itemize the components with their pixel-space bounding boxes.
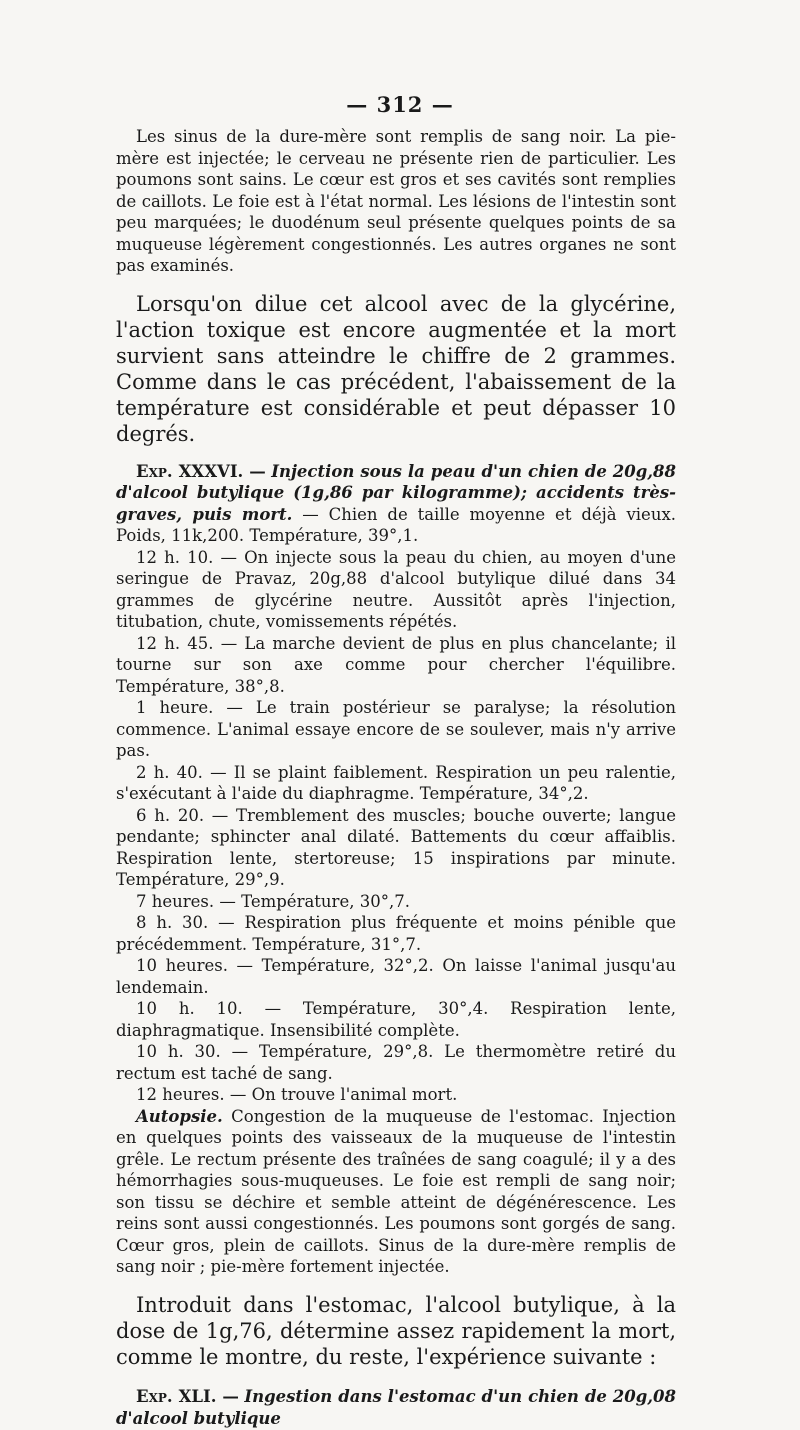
log-entry: 10 h. 30. — Température, 29°,8. Le thermomètre retiré du rectum est taché de sang. <box>116 1042 676 1083</box>
intro-paragraph-stomach: Introduit dans l'estomac, l'alcool butylique, à la dose de 1g,76, détermine assez rapidement la mort, comme le montre, du reste, l'expérience suivante : <box>116 1292 676 1369</box>
log-entry: 10 heures. — Température, 32°,2. On laisse l'animal jusqu'au lendemain. <box>116 956 676 997</box>
log-entry: 1 heure. — Le train postérieur se paralyse; la résolution commence. L'animal essaye encore de se soulever, mais n'y arrive pas. <box>116 698 676 760</box>
experiment-description: — Chien de taille moyenne et déjà vieux. Poids, 11k,200. Température, 39°,1. <box>116 504 676 545</box>
log-entry: 12 heures. — On trouve l'animal mort. <box>136 1085 458 1104</box>
log-entry: 2 h. 40. — Il se plaint faiblement. Respiration un peu ralentie, s'exécutant à l'aide du diaphragme. Température, 34°,2. <box>116 762 676 803</box>
log-entry: 10 h. 10. — Température, 30°,4. Respiration lente, diaphragmatique. Insensibilité complète. <box>116 999 676 1040</box>
experiment-log <box>116 547 676 1106</box>
log-entry: 12 h. 10. — On injecte sous la peau du chien, au moyen d'une seringue de Pravaz, 20g,88 d'alcool butylique dilué dans 34 grammes de glycérine neutre. Aussitôt après l'injection, titubation, chute, vomissements répétés. <box>116 547 676 631</box>
autopsy-paragraph <box>116 1106 676 1278</box>
experiment-title: Injection sous la peau d'un chien de 20g,88 d'alcool butylique (1g,86 par kilogramme); accidents très-graves, puis mort. <box>116 461 676 524</box>
experiment-heading <box>116 461 676 547</box>
autopsy-continuation-paragraph: Les sinus de la dure-mère sont remplis de sang noir. La pie-mère est injectée; le cerveau ne présente rien de particulier. Les poumons sont sains. Le cœur est gros et ses cavités sont remplies de caillots. Le foie est à l'état normal. Les lésions de l'intestin sont peu marquées; le duodénum seul présente quelques points de sa muqueuse légèrement congestionnés. Les autres organes ne sont pas examinés. <box>116 127 676 275</box>
autopsy-text: Congestion de la muqueuse de l'estomac. Injection en quelques points des vaisseaux de la muqueuse de l'intestin grêle. Le rectum présente des traînées de sang coagulé; il y a des hémorrhagies sous-muqueuses. Le foie est rempli de sang noir; son tissu se déchire et semble atteint de dégénérescence. Les reins sont aussi congestionnés. Les poumons sont gorgés de sang. Cœur gros, plein de caillots. Sinus de la dure-mère remplis de sang noir ; pie-mère fortement injectée. <box>116 1106 676 1276</box>
log-entry: 8 h. 30. — Respiration plus fréquente et moins pénible que précédemment. Température, 31°,7. <box>116 913 676 954</box>
next-experiment-title: Ingestion dans l'estomac d'un chien de 20g,08 d'alcool butylique <box>116 1386 677 1428</box>
next-experiment-label: Exp. XLI. — <box>136 1386 239 1406</box>
page-body <box>116 126 676 1430</box>
autopsy-label: Autopsie. <box>136 1106 223 1126</box>
log-entry: 12 h. 45. — La marche devient de plus en plus chancelante; il tourne sur son axe comme pour chercher l'équilibre. Température, 38°,8. <box>116 633 676 696</box>
page-number: — 312 — <box>346 92 454 117</box>
log-entry: 6 h. 20. — Tremblement des muscles; bouche ouverte; langue pendante; sphincter anal dilaté. Battements du cœur affaiblis. Respiration lente, stertoreuse; 15 inspirations par minute. Température, 29°,9. <box>116 805 676 889</box>
log-entry: 7 heures. — Température, 30°,7. <box>136 891 410 911</box>
experiment-label: Exp. XXXVI. — <box>136 461 266 481</box>
next-experiment-heading <box>116 1386 676 1430</box>
intro-paragraph-glycerine: Lorsqu'on dilue cet alcool avec de la glycérine, l'action toxique est encore augmentée et la mort survient sans atteindre le chiffre de 2 grammes. Comme dans le cas précédent, l'abaissement de la température est considérable et peut dépasser 10 degrés. <box>116 291 676 446</box>
